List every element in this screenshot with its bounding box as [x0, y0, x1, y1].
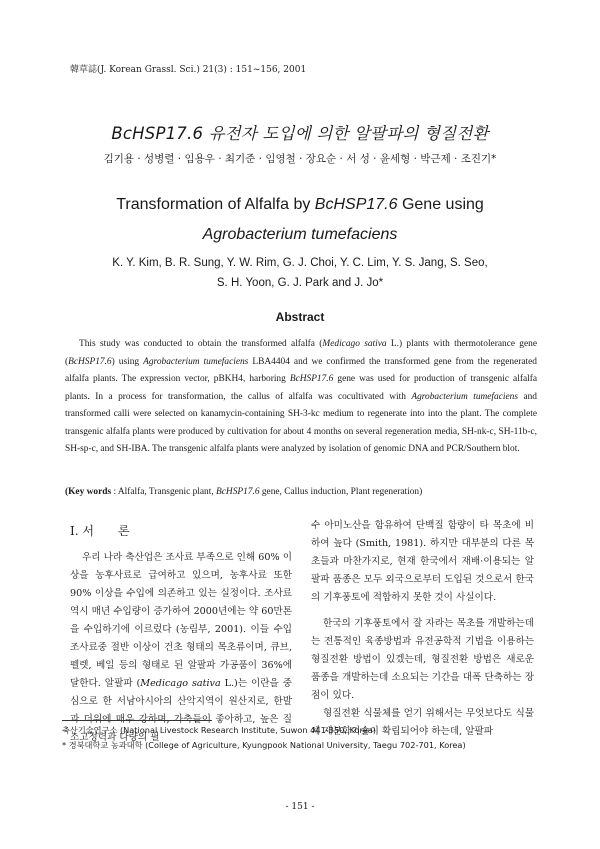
footnote-affiliation-1: 축산기술연구소 (National Livestock Research Institute, Suwon 441-350, Korea) [62, 725, 376, 735]
title-species: Agrobacterium tumefaciens [202, 226, 398, 243]
body-text: L.)는 이란을 중심으로 한 서남아시아의 산악지역이 원산지로, 한발과 더위에 매우 강하며, 가축들이 좋아하고, 높은 질소고정력과 다량의 필 [70, 678, 293, 743]
abstract-text: ) using [111, 356, 144, 367]
keywords-gene: BcHSP17.6 [216, 487, 260, 497]
abstract-species: Medicago sativa [322, 339, 387, 349]
body-species: Medicago sativa [140, 678, 221, 689]
abstract-species: Agrobacterium tumefaciens [143, 356, 249, 367]
abstract-text: LBA4404 and we confirmed the transformed gene from the regenerated alfalfa plants. The expression vector, pBKH4, harboring [65, 356, 537, 384]
korean-authors: 김기용 · 성병렬 · 임용우 · 최기준 · 임영철 · 장요순 · 서 성 · 윤세형 · 박근제 · 조진기* [103, 153, 497, 165]
korean-title: BcHSP17.6 유전자 도입에 의한 알팔파의 형질전환 [111, 124, 489, 143]
footnote-divider [62, 720, 212, 721]
keywords [65, 487, 537, 497]
title-text: Transformation of Alfalfa by [116, 196, 315, 213]
english-authors-line2: S. H. Yoon, G. J. Park and J. Jo* [216, 277, 384, 289]
right-column [311, 517, 534, 741]
page-number: - 151 - [285, 802, 315, 812]
abstract-text: gene was used for production of transgenic alfalfa plants. In a process for transformation, the callus of alfalfa was cocultivated with [65, 374, 537, 402]
abstract-body [65, 336, 537, 459]
left-column [70, 549, 292, 747]
abstract-species: Agrobacterium tumefaciens [411, 391, 518, 402]
body-paragraph: 한국의 기후풍토에서 잘 자라는 목초를 개발하는데는 전통적인 육종방법과 유전공학적 기법을 이용하는 형질전환 방법이 있겠는데, 형질전환 방법은 새로운 품종을 개발하는데 소요되는 기간을 대폭 단축하는 장점이 있다. [311, 618, 534, 701]
title-text: Gene using [397, 196, 484, 213]
abstract-text: L.) plants with thermotolerance gene ( [65, 339, 538, 367]
abstract-paragraph [65, 336, 537, 459]
abstract-gene: BcHSP17.6 [68, 356, 112, 367]
title-gene: BcHSP17.6 [314, 196, 398, 213]
keywords-text: : Alfalfa, Transgenic plant, [111, 487, 217, 497]
body-paragraph: 형질전환 식물체를 얻기 위해서는 무엇보다도 식물체 재분화기술이 확립되어야 하는데, 알팔파 [311, 708, 534, 737]
body-paragraph: 수 아미노산을 함유하여 단백질 함량이 타 목초에 비하여 높다 (Smith, 1981). 하지만 대부분의 다른 목초들과 마찬가지로, 현재 한국에서 재배·이용되는 알팔파 품종은 모두 외국으로부터 도입된 것으로서 한국의 기후풍토에 적합하지 못한 것이 사실이다. [311, 520, 534, 603]
english-authors-line1: K. Y. Kim, B. R. Sung, Y. W. Rim, G. J. Choi, Y. C. Lim, Y. S. Jang, S. Seo, [112, 257, 488, 269]
abstract-text: This study was conducted to obtain the transformed alfalfa ( [79, 339, 323, 349]
english-title-line2 [0, 226, 600, 244]
footnote-affiliation-2: * 경북대학교 농과대학 (College of Agriculture, Kyungpook National University, Taegu 702-701, Korea) [62, 740, 466, 750]
body-text: 우리 나라 축산업은 조사료 부족으로 인해 60% 이상을 농후사료로 급여하고 있으며, 농후사료 또한 90% 이상을 수입에 의존하고 있는 실정이다. 조사료 역시 매년 수입량이 증가하여 2000년에는 약 60만톤을 수입하기에 이르렀다 (농림부, 2001). 이들 수입 조사료중 절반 이상이 건초 형태의 목초류이며, 큐브, 펠렛, 베일 등의 형태로 된 알팔파 가공품이 36%에 달한다. 알팔파 ( [70, 552, 292, 689]
section-heading: Ⅰ. 서 론 [70, 524, 130, 538]
keywords-text: gene, Callus induction, Plant regeneration) [259, 487, 423, 497]
english-title-line1 [0, 196, 600, 214]
abstract-text: and transformed calli were selected on kanamycin-containing SH-3-kc medium to regenerate into into the plant. The complete transgenic alfalfa plants were produced by cultivation for about 4 months on several regeneration media, SH-nk-c, SH-11b-c, SH-sp-c, and SH-IBA. The transgenic alfalfa plants were analyzed by isolation of genomic DNA and PCR/Southern blot. [65, 391, 537, 454]
keywords-label: (Key words [65, 487, 112, 497]
abstract-heading: Abstract [275, 310, 325, 324]
abstract-gene: BcHSP17.6 [289, 374, 334, 384]
body-paragraph [70, 549, 292, 747]
journal-citation: 韓草誌(J. Korean Grassl. Sci.) 21(3) : 151~156, 2001 [70, 65, 307, 75]
